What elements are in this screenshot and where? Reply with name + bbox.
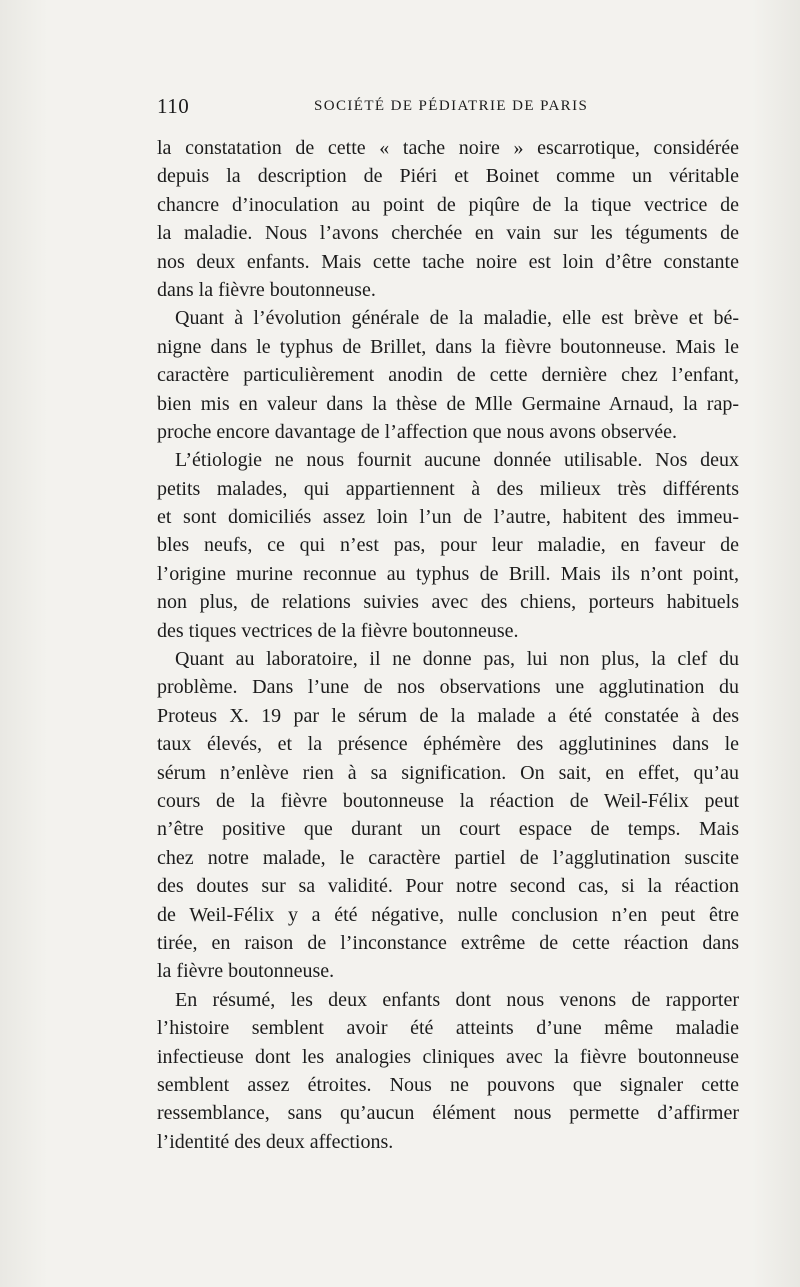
text-line: En résumé, les deux enfants dont nous venons de rapporter bbox=[175, 988, 739, 1011]
text-line: l’identité des deux affections. bbox=[157, 1130, 394, 1153]
text-line: l’histoire semblent avoir été atteints d’une même maladie bbox=[157, 1017, 739, 1040]
text-line: depuis la description de Piéri et Boinet comme un véritable bbox=[157, 165, 739, 188]
text-line: infectieuse dont les analogies cliniques avec la fièvre boutonneuse bbox=[157, 1045, 739, 1068]
text-line: bles neufs, ce qui n’est pas, pour leur maladie, en faveur de bbox=[157, 534, 739, 557]
running-head: SOCIÉTÉ DE PÉDIATRIE DE PARIS bbox=[314, 98, 589, 114]
text-line: de Weil-Félix y a été négative, nulle conclusion n’en peut être bbox=[157, 903, 739, 926]
text-line: n’être positive que durant un court espace de temps. Mais bbox=[157, 818, 739, 841]
text-line: nigne dans le typhus de Brillet, dans la fièvre boutonneuse. Mais le bbox=[157, 335, 739, 358]
page-number: 110 bbox=[157, 94, 190, 118]
text-line: petits malades, qui appartiennent à des milieux très différents bbox=[157, 477, 739, 500]
text-line: taux élevés, et la présence éphémère des agglutinines dans le bbox=[157, 733, 739, 756]
body-text bbox=[157, 134, 739, 1156]
text-line: semblent assez étroites. Nous ne pouvons que signaler cette bbox=[157, 1073, 739, 1096]
text-line: problème. Dans l’une de nos observations une agglutination du bbox=[157, 676, 739, 699]
text-line: la fièvre boutonneuse. bbox=[157, 960, 335, 983]
text-line: cours de la fièvre boutonneuse la réaction de Weil-Félix peut bbox=[157, 789, 739, 812]
text-line: Quant au laboratoire, il ne donne pas, lui non plus, la clef du bbox=[175, 648, 739, 671]
text-line: non plus, de relations suivies avec des chiens, porteurs habituels bbox=[157, 591, 739, 614]
text-line: tirée, en raison de l’inconstance extrême de cette réaction dans bbox=[157, 931, 739, 954]
text-line: dans la fièvre boutonneuse. bbox=[157, 278, 376, 301]
text-line: L’étiologie ne nous fournit aucune donnée utilisable. Nos deux bbox=[175, 449, 739, 472]
text-line: chez notre malade, le caractère partiel de l’agglutination suscite bbox=[157, 846, 739, 869]
text-line: et sont domiciliés assez loin l’un de l’autre, habitent des immeu- bbox=[157, 506, 739, 529]
text-line: ressemblance, sans qu’aucun élément nous permette d’affirmer bbox=[157, 1102, 739, 1125]
page-header bbox=[157, 94, 739, 124]
text-line: Quant à l’évolution générale de la maladie, elle est brève et bé- bbox=[175, 307, 739, 330]
text-line: la constatation de cette « tache noire » escarrotique, considérée bbox=[157, 137, 739, 159]
text-line: chancre d’inoculation au point de piqûre de la tique vectrice de bbox=[157, 193, 739, 216]
text-line: la maladie. Nous l’avons cherchée en vain sur les téguments de bbox=[157, 222, 739, 245]
text-line: nos deux enfants. Mais cette tache noire est loin d’être constante bbox=[157, 250, 739, 273]
text-line: l’origine murine reconnue au typhus de Brill. Mais ils n’ont point, bbox=[157, 562, 739, 585]
text-line: proche encore davantage de l’affection que nous avons observée. bbox=[157, 420, 677, 443]
text-line: caractère particulièrement anodin de cette dernière chez l’enfant, bbox=[157, 364, 739, 387]
text-line: bien mis en valeur dans la thèse de Mlle Germaine Arnaud, la rap- bbox=[157, 392, 739, 415]
text-line: sérum n’enlève rien à sa signification. On sait, en effet, qu’au bbox=[157, 761, 739, 784]
text-line: des doutes sur sa validité. Pour notre second cas, si la réaction bbox=[157, 875, 739, 898]
text-line: Proteus X. 19 par le sérum de la malade a été constatée à des bbox=[157, 704, 739, 727]
text-line: des tiques vectrices de la fièvre boutonneuse. bbox=[157, 619, 519, 642]
